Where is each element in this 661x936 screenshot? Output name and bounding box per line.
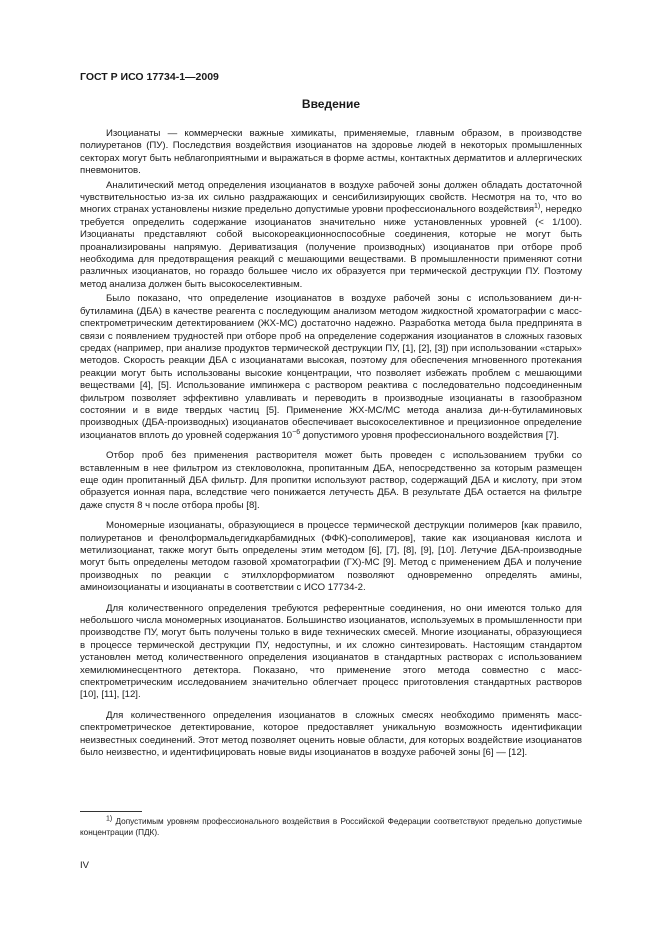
document-body (80, 128, 582, 760)
paragraph: Для количественного определения изоцианатов в сложных смесях необходимо применять масс-спектрометрическое детектирование, которое предоставляет уникальную возможность идентификации неизвестных соединений. Этот метод позволяет оценить новые области, для которых воздействие изоцианатов было неизвестно, и идентифицировать новые виды изоцианатов в воздухе рабочей зоны [6] — [12]. (80, 709, 582, 759)
footnote-mark: 1) (106, 815, 113, 823)
paragraph: Было показано, что определение изоцианатов в воздухе рабочей зоны с использованием ди-н-бутиламина (ДБА) в качестве реагента с последующим анализом методом жидкостной хроматографии с масс-спектрометрическим детектированием (ЖХ-МС) достаточно надежно. Разработка метода была предпринята в связи с появлением трудностей при отборе проб на определение содержания изоцианатов в сложных газовых средах (например, при анализе продуктов термической деструкции ПУ, [1], [2], [3]) при использовании «старых» методов. Скорость реакции ДБА с изоцианатами высокая, поэтому для обеспечения мгновенного протекания реакции могут быть использованы высокие концентрации, что позволяет избежать проблем с мешающими веществами [4], [5]. Использование импинжера с раствором реактива с последовательно подсоединенным фильтром позволяет эффективно улавливать и переводить в производные изоцианаты в газообразном состоянии и в виде твердых частиц [5]. Применение ЖХ-МС/МС метода анализа ди-н-бутиламиновых производных (ДБА-производных) изоцианатов обеспечивает высокоселективное и прецизионное определение изоцианатов вплоть до уровней содержания $10^{-6}$ допустимого уровня профессионального воздействия [7]. (80, 293, 582, 441)
paragraph: Мономерные изоцианаты, образующиеся в процессе термической деструкции полимеров [как правило, полиуретанов и фенолформальдегидкарбамидных (ФФК)-сополимеров], такие как изоциановая кислота и метилизоцианат, также могут быть определены этим методом [6], [7], [8], [9], [10]. Летучие ДБА-производные могут быть определены методом газовой хроматографии (ГХ)-МС [9]. Метод с применением ДБА и получение производных по реакции с этилхлорформиатом позволяют одновременно определять амины, аминоизоцианаты и изоцианаты в соответствии с ИСО 17734-2. (80, 520, 582, 594)
footnote-marker: 1) (534, 203, 541, 211)
paragraph: Аналитический метод определения изоцианатов в воздухе рабочей зоны должен обладать достаточной чувствительностью из-за их сильно раздражающих и сенсибилизирующих свойств. Несмотря на то, что во многих странах установлены низкие предельно допустимые уровни профессионального воздействия$^{1)}$, нередко требуется определить содержание изоцианатов значительно ниже установленных уровней (< 1/100). Изоцианаты представляют собой высокореакционноспособные соединения, которые не могут быть проанализированы напрямую. Дериватизация (получение производных) изоцианатов при отборе проб необходима для предотвращения реакций с мешающими веществами. В промышленности применяют сотни различных изоцианатов, но гораздо большее число их образуется при термической деструкции ПУ. Поэтому метод анализа должен быть высокоселективным. (80, 179, 582, 290)
paragraph: Для количественного определения требуются референтные соединения, но они имеются только для небольшого числа мономерных изоцианатов. Большинство изоцианатов, используемых в промышленности при производстве ПУ, могут быть получены только в виде технических смесей. Многие изоцианаты, образующиеся в процессе термической деструкции ПУ, недоступны, и их сложно синтезировать. Настоящим стандартом установлен метод количественного определения изоцианатов в стандартных растворах с использованием хемилюминесцентного детектора. Показано, что применение этого метода совместно с масс-спектрометрическим исследованием значительно облегчает процесс приготовления стандартных растворов [10], [11], [12]. (80, 602, 582, 701)
footnote-text: Допустимым уровням профессионального воздействия в Российской Федерации соответствуют предельно допустимые концентрации (ПДК). (80, 817, 582, 837)
section-title: Введение (301, 97, 361, 111)
paragraph: Изоцианаты — коммерчески важные химикаты, применяемые, главным образом, в производстве полиуретанов (ПУ). Последствия воздействия изоцианатов на здоровье людей в некоторых промышленных секторах могут быть неблагоприятными и выражаться в форме астмы, контактных дерматитов и аллергических пневмонитов. (80, 128, 582, 177)
footnote (80, 816, 582, 838)
page-number: IV (80, 860, 89, 871)
paragraph: Отбор проб без применения растворителя может быть проведен с использованием трубки со вставленным в нее фильтром из стекловолокна, пропитанным ДБА, непосредственно за которым размещен еще один пропитанный ДБА фильтр. Для пропитки используют раствор, содержащий ДБА и кислоту, при этом образуется ионная пара, вследствие чего понижается летучесть ДБА. В результате ДБА остается на фильтре даже спустя 8 ч после отбора пробы [8]. (80, 450, 582, 511)
document-header: ГОСТ Р ИСО 17734-1—2009 (80, 71, 219, 83)
footnote-separator (80, 811, 142, 812)
superscript: −6 (292, 428, 301, 436)
